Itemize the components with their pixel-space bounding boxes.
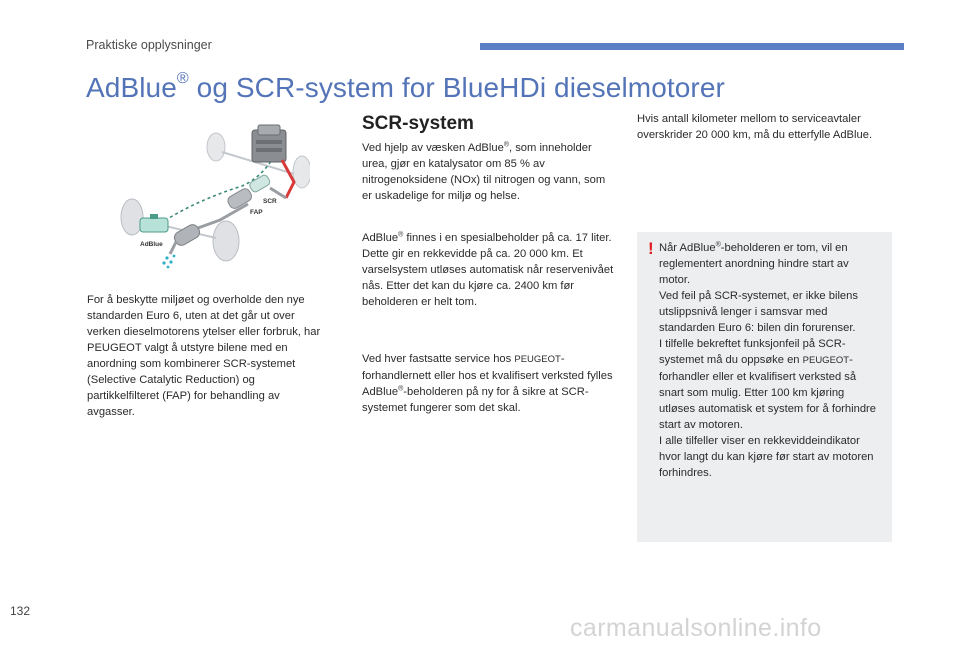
title-registered-mark: ® <box>176 69 189 87</box>
engine-block <box>252 125 286 162</box>
w1b: -beholderen er tom, vil en reglementert anordning hindre start av motor. <box>659 242 849 286</box>
exhaust-outlet-icon <box>162 255 175 269</box>
brand-name: PEUGEOT <box>802 355 850 366</box>
label-adblue: AdBlue <box>140 241 163 248</box>
brand-name: PEUGEOT <box>514 354 561 365</box>
scr-system-heading: SCR-system <box>362 113 474 134</box>
label-scr: SCR <box>263 198 277 205</box>
watermark: carmanualsonline.info <box>570 614 822 642</box>
p2b: finnes i en spesialbeholder på ca. 17 liter. Dette gir en rekkevidde på ca. 20 000 km. Et varselsystem utløses automatisk når reservenivået nås. Etter det kan du kjøre ca. 2400 km før beholderen er helt tom. <box>362 232 614 308</box>
adblue-tank-paragraph <box>362 230 614 310</box>
wheel-front-left <box>207 133 225 161</box>
scr-catalyst <box>248 174 271 194</box>
section-label: Praktiske opplysninger <box>86 38 212 52</box>
w1a: Når AdBlue <box>659 242 716 254</box>
page-title <box>86 69 725 104</box>
registered-mark: ® <box>503 141 509 149</box>
title-rest: og SCR-system for BlueHDi dieselmotorer <box>188 72 725 103</box>
p3b: -forhandlernett eller hos et kvalifisert verksted fylles AdBlue <box>362 353 613 398</box>
p3c: -beholderen på ny for å sikre at SCR-systemet fungerer som det skal. <box>362 386 589 414</box>
p3a: Ved hver fastsatte service hos <box>362 353 515 365</box>
mileage-paragraph: Hvis antall kilometer mellom to serviceavtaler overskrider 20 000 km, må du etterfylle AdBlue. <box>637 113 873 141</box>
adblue-tank <box>140 214 168 232</box>
warning-line-4: I alle tilfeller viser en rekkeviddeindikator hvor langt du kan kjøre før start av motoren forhindres. <box>659 435 874 479</box>
p1b: , som inneholder urea, gjør en katalysator om 85 % av nitrogenoksidene (NOx) til nitrogen og vann, som er uskadelige for miljø og helse. <box>362 142 606 202</box>
w3b: -forhandler eller et kvalifisert verksted så snart som mulig. Etter 100 km kjøring utløses automatisk et system for å forhindre start av motoren. <box>659 354 876 431</box>
warning-line-1 <box>659 240 881 288</box>
warning-text <box>659 240 881 481</box>
w3a: I tilfelle bekreftet funksjonfeil på SCR-systemet må du oppsøke en <box>659 338 846 366</box>
registered-mark: ® <box>715 241 721 249</box>
wheel-rear-right <box>213 221 239 261</box>
p2a: AdBlue <box>362 232 399 244</box>
warning-line-2: Ved feil på SCR-systemet, er ikke bilens utslippsnivå lenger i samsvar med standarden Euro 6: bilen din forurenser. <box>659 290 858 334</box>
warning-line-3 <box>659 336 881 433</box>
hot-exhaust-pipe <box>282 160 294 198</box>
wheel-front-right <box>293 156 310 188</box>
page-number: 132 <box>10 604 31 618</box>
service-paragraph <box>362 351 614 416</box>
p1a: Ved hjelp av væsken AdBlue <box>362 142 504 154</box>
intro-paragraph: For å beskytte miljøet og overholde den nye standarden Euro 6, uten at det går ut over verken dieselmotorens ytelser eller forbruk, har PEUGEOT valgt å utstyre bilene med en anordning som kombinerer SCR-systemet (Selective Catalytic Reduction) og partikkelfilteret (FAP) for behandling av avgasser. <box>87 294 321 418</box>
header-bar <box>480 43 904 50</box>
registered-mark: ® <box>398 385 404 393</box>
title-main: AdBlue <box>86 72 177 103</box>
warning-box <box>637 232 892 542</box>
scr-intro-paragraph <box>362 140 614 204</box>
warning-exclamation-icon: ! <box>648 239 654 258</box>
label-fap: FAP <box>250 209 263 216</box>
registered-mark: ® <box>398 231 404 239</box>
exhaust-system-illustration <box>110 124 310 274</box>
